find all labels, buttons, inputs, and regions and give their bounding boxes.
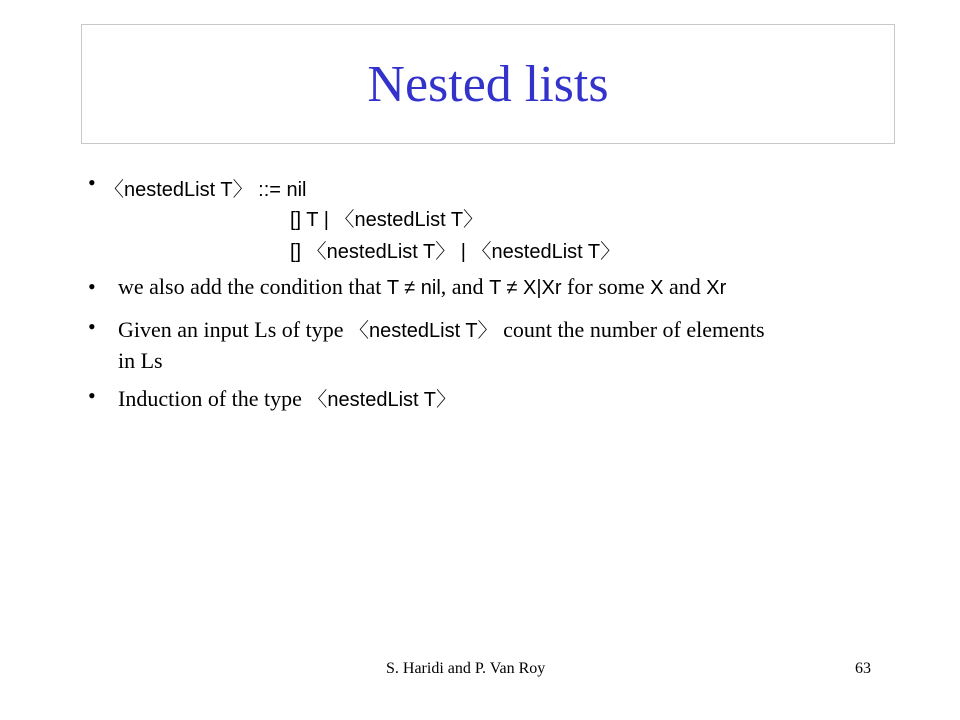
induction-prefix: Induction of the type	[118, 386, 308, 411]
grammar-line-1: 〈nestedList T〉 ::= nil	[104, 179, 307, 201]
condition-mid-2: for some	[561, 274, 651, 299]
condition-term-1: T ≠ nil	[386, 277, 441, 299]
bullet-marker: •	[88, 314, 96, 339]
title-box	[81, 24, 895, 144]
given-type: 〈nestedList T〉	[348, 320, 498, 342]
bullet-marker: •	[88, 383, 96, 408]
grammar-line-3: [] 〈nestedList T〉 | 〈nestedList T〉	[290, 241, 621, 263]
condition-and: and	[663, 274, 707, 299]
page-number: 63	[855, 660, 871, 677]
condition-term-2: T ≠ X|Xr	[489, 277, 562, 299]
bullet-marker: •	[88, 274, 96, 299]
condition-xr: Xr	[706, 277, 727, 299]
given-text	[118, 314, 765, 343]
grammar-line-2: [] T | 〈nestedList T〉	[290, 209, 484, 231]
footer-author: S. Haridi and P. Van Roy	[386, 660, 546, 677]
condition-text	[118, 274, 726, 300]
given-suffix: count the number of elements	[497, 317, 765, 342]
condition-prefix: we also add the condition that	[118, 274, 387, 299]
condition-mid: , and	[440, 274, 490, 299]
given-line-2: in Ls	[118, 348, 163, 373]
slide-title: Nested lists	[367, 55, 609, 113]
induction-text	[118, 383, 456, 412]
condition-x: X	[650, 277, 664, 299]
induction-type: 〈nestedList T〉	[307, 389, 456, 411]
given-prefix: Given an input Ls of type	[118, 317, 349, 342]
bullet-marker: •	[88, 170, 96, 195]
